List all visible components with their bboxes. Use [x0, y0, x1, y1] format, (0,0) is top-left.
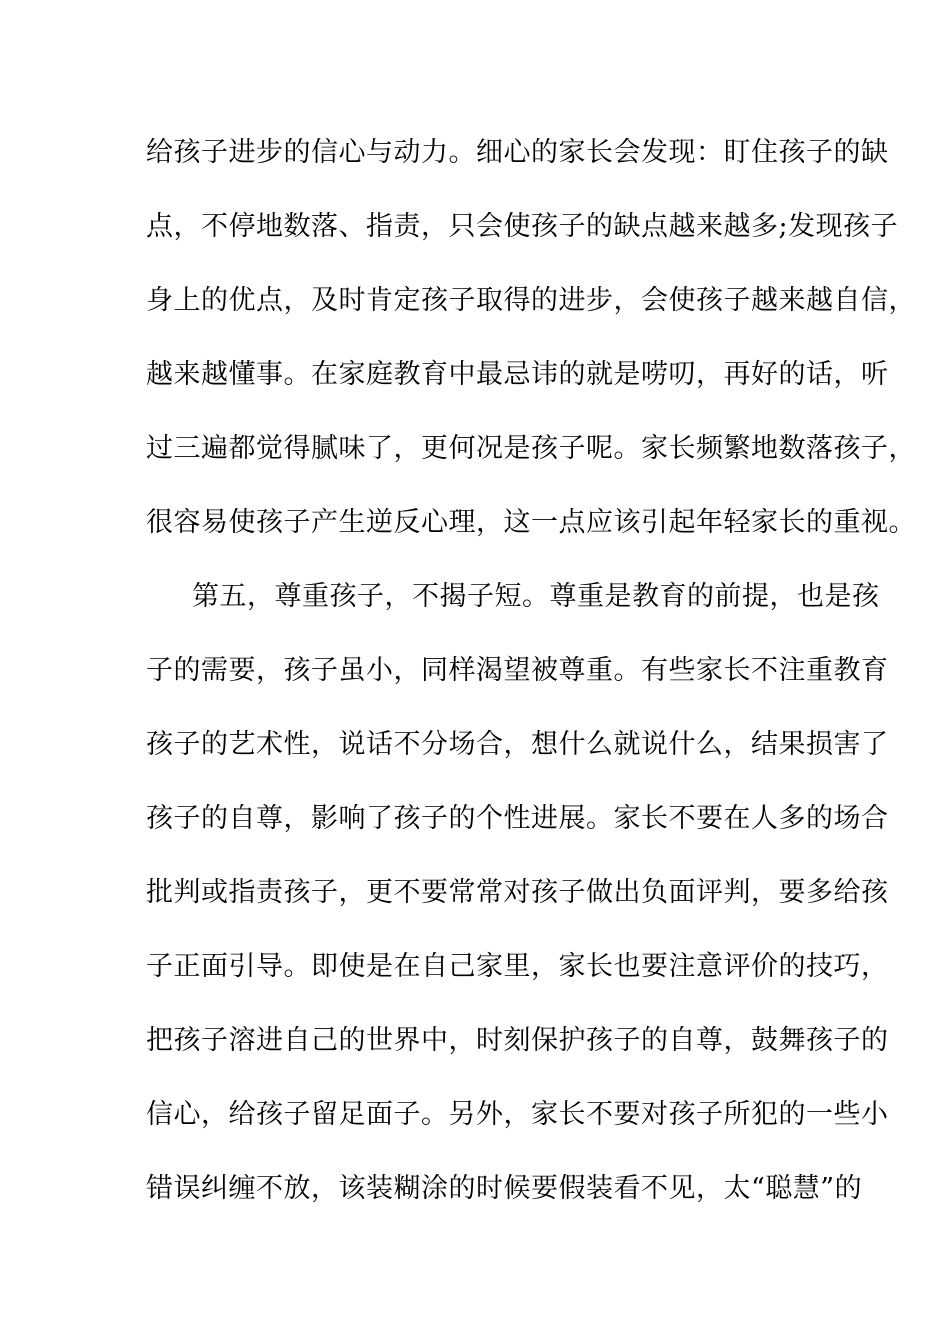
text-line: 孩子的艺术性，说话不分场合，想什么就说什么，结果损害了: [146, 729, 889, 760]
text-line: 错误纠缠不放，该装糊涂的时候要假装看不见，太“聪慧”的: [146, 1173, 863, 1204]
text-line: 孩子的自尊，影响了孩子的个性进展。家长不要在人多的场合: [146, 803, 889, 834]
text-line: 过三遍都觉得腻味了，更何况是孩子呢。家长频繁地数落孩子，: [146, 433, 916, 464]
text-line: 点，不停地数落、指责，只会使孩子的缺点越来越多;发现孩子: [146, 211, 899, 242]
text-line: 越来越懂事。在家庭教育中最忌讳的就是唠叨，再好的话，听: [146, 359, 889, 390]
text-line: 批判或指责孩子，更不要常常对孩子做出负面评判，要多给孩: [146, 877, 889, 908]
text-line: 子的需要，孩子虽小，同样渴望被尊重。有些家长不注重教育: [146, 655, 889, 686]
text-line: 给孩子进步的信心与动力。细心的家长会发现：盯住孩子的缺: [146, 137, 889, 168]
text-line: 子正面引导。即使是在自己家里，家长也要注意评价的技巧，: [146, 951, 889, 982]
body-text: [146, 128, 916, 1238]
text-line: 信心，给孩子留足面子。另外，家长不要对孩子所犯的一些小: [146, 1099, 889, 1130]
text-line: 身上的优点，及时肯定孩子取得的进步，会使孩子越来越自信，: [146, 285, 916, 316]
text-line: 很容易使孩子产生逆反心理，这一点应该引起年轻家长的重视。: [146, 507, 916, 538]
text-line: 把孩子溶进自己的世界中，时刻保护孩子的自尊，鼓舞孩子的: [146, 1025, 889, 1056]
paragraph-start-line: 第五，尊重孩子，不揭子短。尊重是教育的前提，也是孩: [192, 581, 880, 612]
